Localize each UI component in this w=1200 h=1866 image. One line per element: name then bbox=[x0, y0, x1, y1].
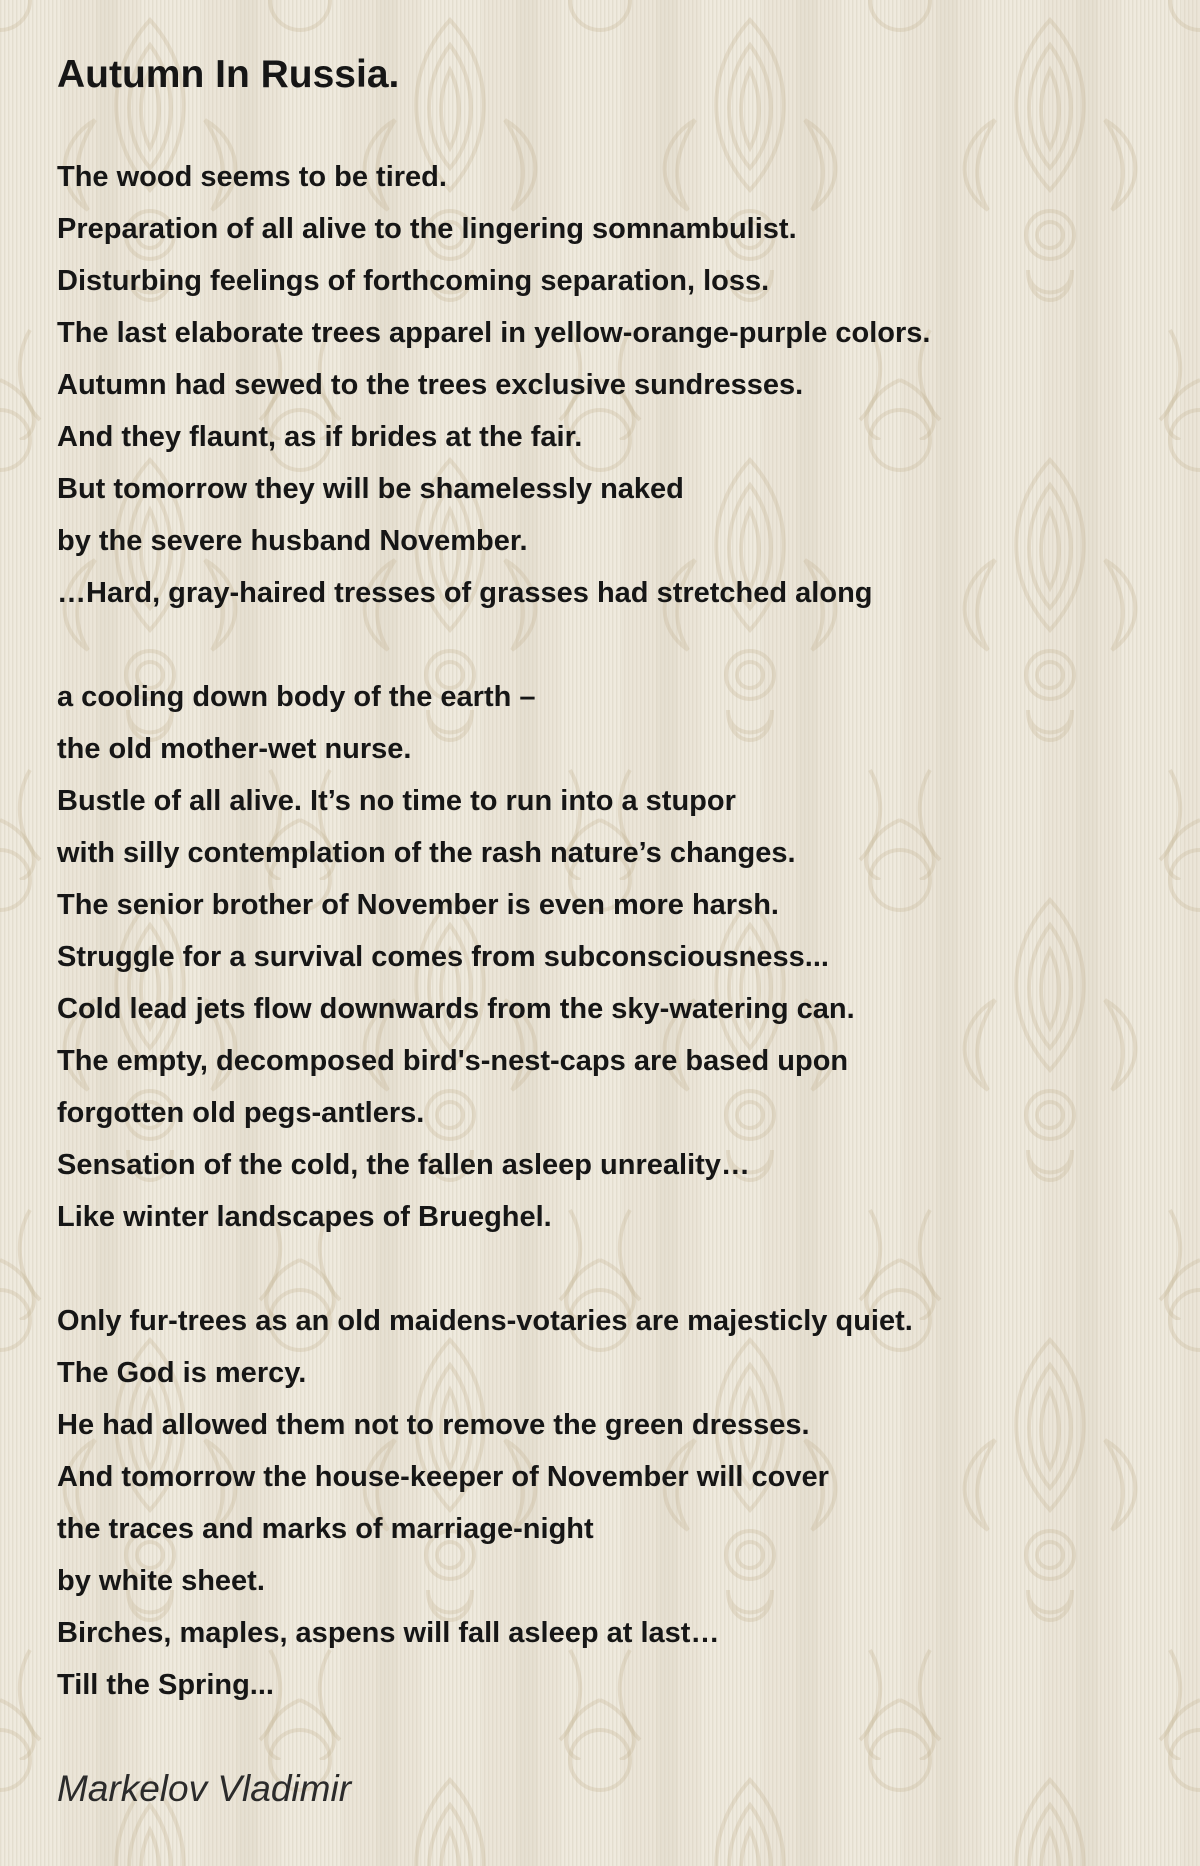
poem-line: …Hard, gray-haired tresses of grasses had stretched along bbox=[57, 577, 873, 609]
poem-line: Sensation of the cold, the fallen asleep unreality… bbox=[57, 1149, 750, 1181]
poem-line: forgotten old pegs-antlers. bbox=[57, 1097, 425, 1129]
poem-body bbox=[57, 151, 1167, 1815]
poem-line: the traces and marks of marriage-night bbox=[57, 1513, 594, 1545]
poem-line: Disturbing feelings of forthcoming separation, loss. bbox=[57, 265, 770, 297]
poem-line: The senior brother of November is even more harsh. bbox=[57, 889, 779, 921]
poem-line: a cooling down body of the earth – bbox=[57, 681, 536, 713]
poem-line: Autumn had sewed to the trees exclusive sundresses. bbox=[57, 369, 804, 401]
poem-line: by white sheet. bbox=[57, 1565, 265, 1597]
poem-line: Preparation of all alive to the lingering somnambulist. bbox=[57, 213, 797, 245]
poem-line: The last elaborate trees apparel in yellow-orange-purple colors. bbox=[57, 317, 931, 349]
poem-line: And they flaunt, as if brides at the fair. bbox=[57, 421, 583, 453]
poem-line: by the severe husband November. bbox=[57, 525, 528, 557]
poem-line: the old mother-wet nurse. bbox=[57, 733, 412, 765]
poem-line: The empty, decomposed bird's-nest-caps are based upon bbox=[57, 1045, 849, 1077]
poem-line: Cold lead jets flow downwards from the sky-watering can. bbox=[57, 993, 855, 1025]
poem-line: with silly contemplation of the rash nature’s changes. bbox=[57, 837, 796, 869]
stanza-1 bbox=[57, 151, 1167, 619]
poem-line: And tomorrow the house-keeper of November will cover bbox=[57, 1461, 829, 1493]
poem-line: Only fur-trees as an old maidens-votaries are majesticly quiet. bbox=[57, 1305, 913, 1337]
poem-line: The wood seems to be tired. bbox=[57, 161, 447, 193]
stanza-2 bbox=[57, 671, 1167, 1243]
poem-title: Autumn In Russia. bbox=[57, 53, 400, 96]
poem-line: Bustle of all alive. It’s no time to run into a stupor bbox=[57, 785, 736, 817]
stanza-3 bbox=[57, 1295, 1167, 1711]
poem-line: Till the Spring... bbox=[57, 1669, 274, 1701]
poem-line: Birches, maples, aspens will fall asleep at last… bbox=[57, 1617, 720, 1649]
poem-author-signature: Markelov Vladimir bbox=[57, 1768, 352, 1809]
poem-line: Struggle for a survival comes from subconsciousness... bbox=[57, 941, 829, 973]
poem-line: He had allowed them not to remove the green dresses. bbox=[57, 1409, 810, 1441]
poem-line: But tomorrow they will be shamelessly naked bbox=[57, 473, 684, 505]
poem-line: Like winter landscapes of Brueghel. bbox=[57, 1201, 552, 1233]
poem-line: The God is mercy. bbox=[57, 1357, 307, 1389]
